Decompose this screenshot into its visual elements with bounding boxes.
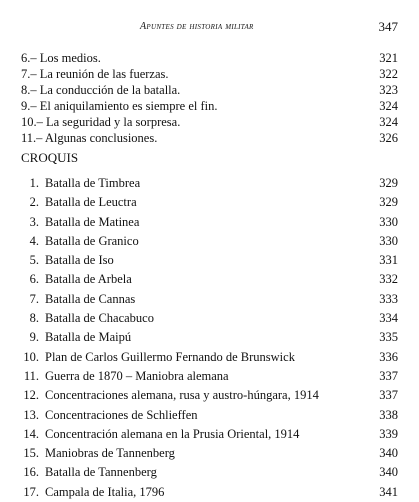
toc-entry — [21, 66, 398, 82]
item-page: 339 — [379, 426, 398, 441]
page-number: 347 — [378, 19, 398, 34]
toc-page: 326 — [379, 131, 398, 145]
item-number: 5. — [29, 253, 39, 268]
item-label: Guerra de 1870 – Maniobra alemana — [45, 368, 229, 383]
item-number: 7. — [29, 291, 39, 306]
toc-label: 6.– Los medios. — [21, 51, 101, 65]
item-label: Batalla de Timbrea — [45, 176, 141, 190]
list-item — [21, 367, 398, 386]
item-page: 335 — [379, 330, 398, 345]
item-number: 17. — [23, 484, 39, 499]
item-label: Campala de Italia, 1796 — [45, 484, 165, 499]
toc-label: 11.– Algunas conclusiones. — [21, 131, 158, 145]
list-item — [21, 328, 398, 347]
toc-page: 324 — [379, 115, 398, 129]
item-number: 1. — [29, 176, 39, 190]
item-number: 13. — [23, 407, 39, 422]
item-label: Batalla de Maipú — [45, 330, 132, 345]
toc-page: 323 — [379, 83, 398, 97]
item-page: 340 — [379, 446, 398, 461]
toc-label: 8.– La conducción de la batalla. — [21, 83, 181, 97]
item-page: 329 — [379, 195, 398, 210]
item-label: Batalla de Chacabuco — [45, 311, 154, 326]
item-number: 15. — [23, 446, 39, 461]
item-number: 12. — [23, 388, 39, 403]
list-item — [21, 463, 398, 482]
item-label: Concentración alemana en la Prusia Oriental, 1914 — [45, 426, 300, 441]
list-item — [21, 348, 398, 367]
item-label: Plan de Carlos Guillermo Fernando de Brunswick — [45, 349, 295, 364]
list-item — [21, 425, 398, 444]
toc-label: 7.– La reunión de las fuerzas. — [21, 67, 169, 81]
toc-entry — [21, 130, 398, 146]
chapter-toc — [21, 50, 398, 146]
list-item — [21, 483, 398, 502]
item-number: 3. — [29, 214, 39, 229]
toc-page: 321 — [379, 51, 398, 65]
list-item — [21, 406, 398, 425]
item-page: 341 — [379, 484, 398, 499]
item-label: Batalla de Matinea — [45, 214, 140, 229]
item-page: 330 — [379, 214, 398, 229]
croquis-list — [21, 174, 398, 502]
item-page: 331 — [379, 253, 398, 268]
item-label: Batalla de Cannas — [45, 291, 136, 306]
toc-page: 324 — [379, 99, 398, 113]
item-label: Concentraciones de Schlieffen — [45, 407, 198, 422]
item-number: 8. — [29, 311, 39, 326]
item-number: 4. — [29, 233, 39, 248]
item-label: Batalla de Iso — [45, 253, 114, 268]
item-page: 340 — [379, 465, 398, 480]
item-page: 329 — [379, 176, 398, 190]
page-header — [0, 21, 419, 37]
list-item — [21, 386, 398, 405]
list-item — [21, 309, 398, 328]
list-item — [21, 232, 398, 251]
item-number: 9. — [29, 330, 39, 345]
item-number: 11. — [23, 368, 39, 383]
toc-page: 322 — [379, 67, 398, 81]
section-heading: CROQUIS — [21, 150, 79, 165]
item-page: 337 — [379, 388, 398, 403]
toc-entry — [21, 114, 398, 130]
running-title: Apuntes de historia militar — [140, 21, 254, 32]
item-page: 336 — [379, 349, 398, 364]
item-page: 332 — [379, 272, 398, 287]
item-number: 6. — [29, 272, 39, 287]
item-label: Batalla de Leuctra — [45, 195, 137, 210]
toc-label: 10.– La seguridad y la sorpresa. — [21, 115, 181, 129]
item-page: 334 — [379, 311, 398, 326]
item-number: 2. — [29, 195, 39, 210]
item-page: 338 — [379, 407, 398, 422]
list-item — [21, 444, 398, 463]
item-number: 10. — [23, 349, 39, 364]
item-number: 14. — [23, 426, 39, 441]
list-item — [21, 213, 398, 232]
list-item — [21, 174, 398, 193]
list-item — [21, 290, 398, 309]
item-label: Batalla de Arbela — [45, 272, 132, 287]
item-page: 330 — [379, 233, 398, 248]
item-number: 16. — [23, 465, 39, 480]
toc-label: 9.– El aniquilamiento es siempre el fin. — [21, 99, 218, 113]
item-page: 337 — [379, 368, 398, 383]
item-page: 333 — [379, 291, 398, 306]
list-item — [21, 251, 398, 270]
toc-entry — [21, 50, 398, 66]
item-label: Batalla de Granico — [45, 233, 139, 248]
toc-entry — [21, 82, 398, 98]
list-item — [21, 270, 398, 289]
item-label: Concentraciones alemana, rusa y austro-húngara, 1914 — [45, 388, 319, 403]
item-label: Batalla de Tannenberg — [45, 465, 157, 480]
list-item — [21, 193, 398, 212]
toc-entry — [21, 98, 398, 114]
item-label: Maniobras de Tannenberg — [45, 446, 175, 461]
